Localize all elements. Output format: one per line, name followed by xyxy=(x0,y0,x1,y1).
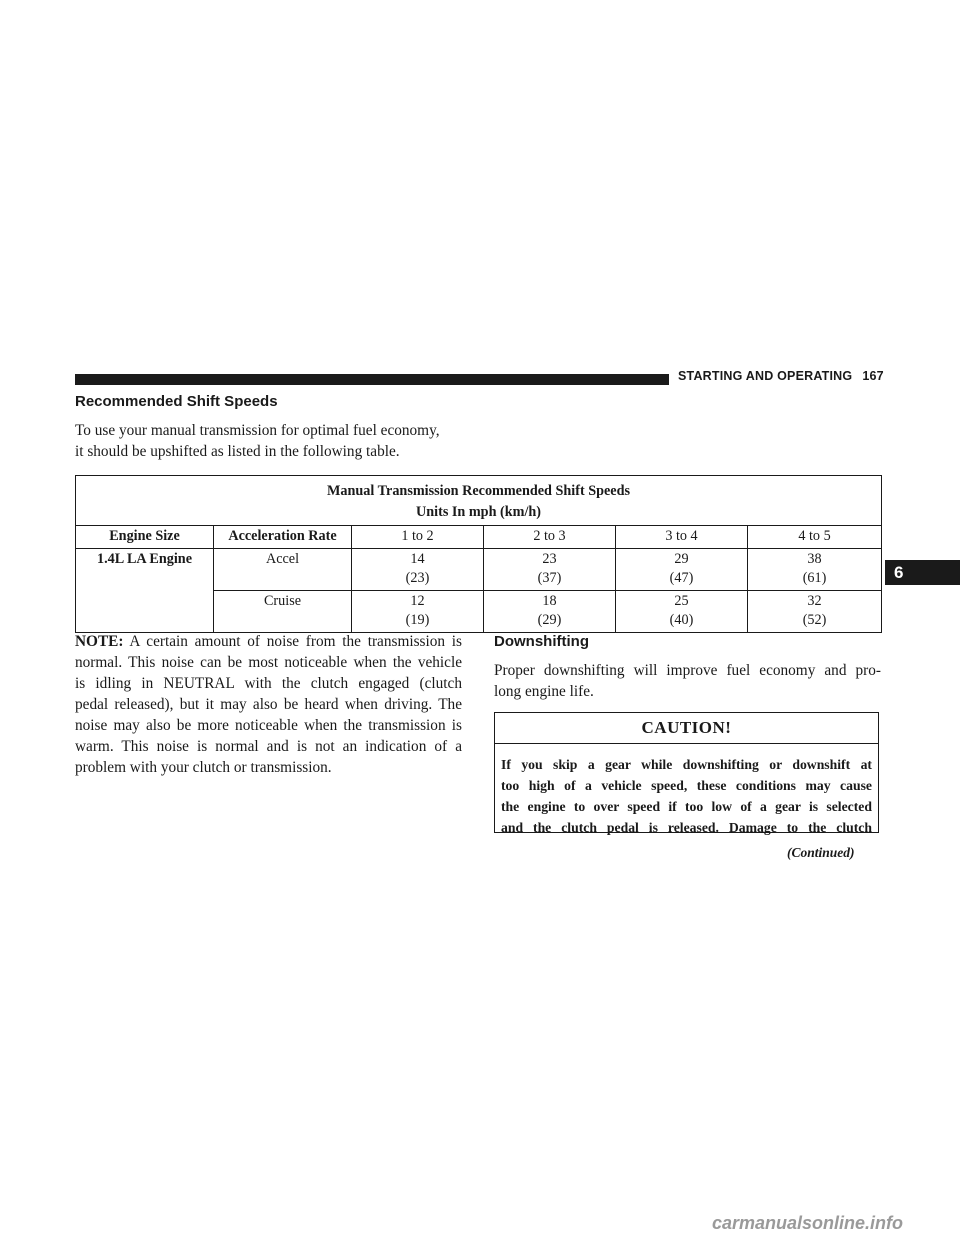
table-header-row xyxy=(76,526,882,549)
header-rule xyxy=(75,374,669,385)
acceleration-rate-cell: Cruise xyxy=(214,591,352,633)
mph-value: 38 xyxy=(807,551,822,567)
chapter-tab: 6 xyxy=(885,560,960,585)
mph-value: 32 xyxy=(807,593,822,609)
column-header: Acceleration Rate xyxy=(214,526,352,549)
downshifting-paragraph xyxy=(494,660,881,702)
kmh-value: (23) xyxy=(405,570,430,586)
shift-intro-paragraph xyxy=(75,420,465,462)
page-number: 167 xyxy=(862,369,884,383)
continued-label: (Continued) xyxy=(787,845,855,860)
speed-cell xyxy=(484,591,616,633)
caution-line: If you skip a gear while downshifting or downshift at xyxy=(501,757,872,772)
kmh-value: (52) xyxy=(802,612,827,628)
speed-cell xyxy=(616,591,748,633)
column-header: Engine Size xyxy=(76,526,214,549)
watermark: carmanualsonline.info xyxy=(712,1213,904,1233)
note-line: normal. This noise can be most noticeable when the vehicle xyxy=(75,654,462,671)
engine-size-cell: 1.4L LA Engine xyxy=(76,549,214,633)
table-units: Units In mph (km/h) xyxy=(416,504,541,520)
column-header: 2 to 3 xyxy=(484,526,616,549)
note-line: pedal released), but it may also be heard when driving. The xyxy=(75,696,462,713)
note-text: A certain amount of noise from the transmission is xyxy=(123,633,462,650)
downshifting-heading: Downshifting xyxy=(494,633,589,650)
kmh-value: (19) xyxy=(405,612,430,628)
note-line xyxy=(75,631,462,652)
speed-cell xyxy=(616,549,748,591)
mph-value: 23 xyxy=(542,551,557,567)
column-header: 4 to 5 xyxy=(748,526,882,549)
note-line: noise may also be more noticeable when the transmission is xyxy=(75,717,462,734)
running-header xyxy=(678,369,884,383)
note-line: problem with your clutch or transmission. xyxy=(75,759,332,776)
kmh-value: (40) xyxy=(669,612,694,628)
speed-cell xyxy=(748,549,882,591)
downshift-line: Proper downshifting will improve fuel economy and pro- xyxy=(494,662,881,679)
column-header: 1 to 2 xyxy=(352,526,484,549)
acceleration-rate-cell: Accel xyxy=(214,549,352,591)
kmh-value: (37) xyxy=(537,570,562,586)
shift-speeds-table xyxy=(75,475,882,633)
caution-line: and the clutch pedal is released. Damage to the clutch xyxy=(501,820,872,835)
speed-cell xyxy=(484,549,616,591)
speed-cell xyxy=(352,591,484,633)
mph-value: 18 xyxy=(542,593,557,609)
mph-value: 12 xyxy=(410,593,425,609)
header-section-title: STARTING AND OPERATING xyxy=(678,369,853,383)
downshift-line: long engine life. xyxy=(494,683,594,700)
table-title-cell xyxy=(76,476,882,526)
note-line: is idling in NEUTRAL with the clutch engaged (clutch xyxy=(75,675,462,692)
caution-box xyxy=(494,712,879,833)
table-title: Manual Transmission Recommended Shift Speeds xyxy=(327,483,630,499)
note-label: NOTE: xyxy=(75,633,124,650)
caution-line: the engine to over speed if too low of a gear is selected xyxy=(501,799,872,814)
column-header: 3 to 4 xyxy=(616,526,748,549)
caution-body xyxy=(495,744,878,838)
shift-speeds-heading: Recommended Shift Speeds xyxy=(75,393,278,410)
speed-cell xyxy=(748,591,882,633)
intro-line: To use your manual transmission for optimal fuel economy, xyxy=(75,422,440,439)
speed-cell xyxy=(352,549,484,591)
caution-title: CAUTION! xyxy=(495,713,878,744)
caution-line: too high of a vehicle speed, these conditions may cause xyxy=(501,778,872,793)
table-row xyxy=(76,549,882,591)
note-line: warm. This noise is normal and is not an indication of a xyxy=(75,738,462,755)
note-paragraph xyxy=(75,631,462,778)
mph-value: 14 xyxy=(410,551,425,567)
mph-value: 25 xyxy=(674,593,689,609)
kmh-value: (47) xyxy=(669,570,694,586)
mph-value: 29 xyxy=(674,551,689,567)
kmh-value: (29) xyxy=(537,612,562,628)
intro-line: it should be upshifted as listed in the following table. xyxy=(75,443,400,460)
kmh-value: (61) xyxy=(802,570,827,586)
